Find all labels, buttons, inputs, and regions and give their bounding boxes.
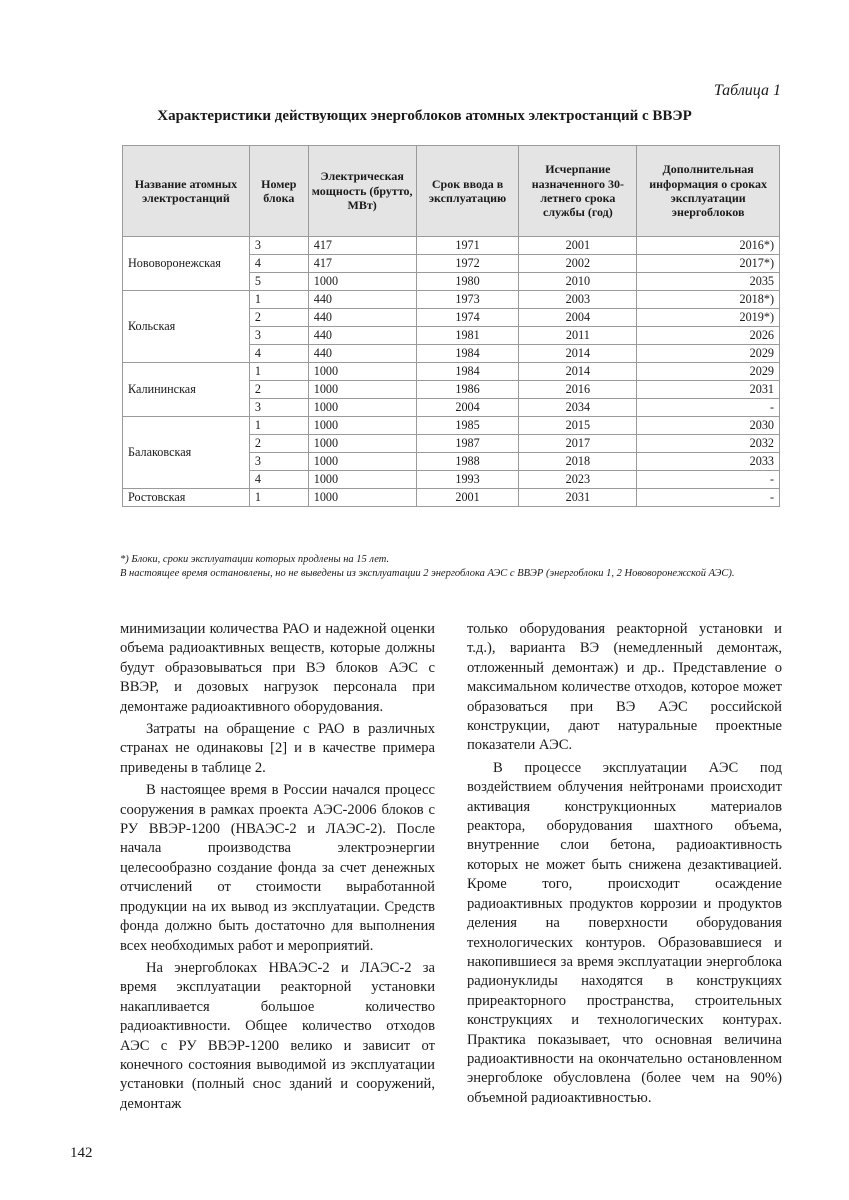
life-end-cell: 2004 [519,309,637,327]
power-cell: 1000 [308,363,416,381]
power-cell: 440 [308,345,416,363]
unit-cell: 1 [249,291,308,309]
power-cell: 1000 [308,399,416,417]
paragraph: только оборудования реакторной установки и т.д.), варианта ВЭ (немедленный демонтаж, отложенный демонтаж) и др.. Представление о максимальном количестве отходов, которое может образоваться при ВЭ АЭС российской конструкции, дают натуральные проектные показатели АЭС. [467,621,782,754]
commission-cell: 1984 [416,345,519,363]
life-end-cell: 2014 [519,345,637,363]
extra-cell: 2017*) [637,255,780,273]
header-station: Название атомных электростанций [123,146,250,237]
page-number: 142 [70,1145,93,1161]
life-end-cell: 2002 [519,255,637,273]
commission-cell: 1984 [416,363,519,381]
unit-cell: 3 [249,327,308,345]
unit-cell: 5 [249,273,308,291]
extra-cell: 2019*) [637,309,780,327]
header-service-life: Исчерпание назначенного 30-летнего срока службы (год) [519,146,637,237]
power-cell: 440 [308,291,416,309]
unit-cell: 3 [249,453,308,471]
extra-cell: - [637,471,780,489]
life-end-cell: 2011 [519,327,637,345]
extra-cell: 2026 [637,327,780,345]
unit-cell: 2 [249,309,308,327]
header-extra-info: Дополнительная информация о сроках эксплуатации энергоблоков [637,146,780,237]
commission-cell: 2004 [416,399,519,417]
header-unit-number: Номер блока [249,146,308,237]
unit-cell: 3 [249,399,308,417]
commission-cell: 1988 [416,453,519,471]
power-cell: 1000 [308,273,416,291]
extra-cell: 2032 [637,435,780,453]
life-end-cell: 2018 [519,453,637,471]
power-cell: 1000 [308,417,416,435]
station-name: Калининская [123,363,250,417]
life-end-cell: 2014 [519,363,637,381]
paragraph: В настоящее время в России начался процесс сооружения в рамках проекта АЭС-2006 блоков с РУ ВВЭР-1200 (НВАЭС-2 и ЛАЭС-2). После начала производства электроэнергии целесообразно создание фонда за счет денежных отчислений от стоимости выработанной продукции на их вывод из эксплуатации. Средств фонда должно быть достаточно для выполнения всех необходимых работ и мероприятий. [120,782,435,954]
commission-cell: 1986 [416,381,519,399]
note-stopped: В настоящее время остановлены, но не выведены из эксплуатации 2 энергоблока АЭС с ВВЭР (энергоблоки 1, 2 Нововоронежской АЭС). [120,568,735,579]
header-power: Электрическая мощность (брутто, МВт) [308,146,416,237]
commission-cell: 1972 [416,255,519,273]
table-row [123,291,780,309]
station-name: Кольская [123,291,250,363]
unit-cell: 1 [249,363,308,381]
commission-cell: 1971 [416,237,519,255]
extra-cell: 2030 [637,417,780,435]
unit-cell: 4 [249,471,308,489]
extra-cell: 2029 [637,363,780,381]
station-name: Нововоронежская [123,237,250,291]
power-cell: 1000 [308,471,416,489]
paragraph: На энергоблоках НВАЭС-2 и ЛАЭС-2 за время эксплуатации реакторной установки накапливается большое количество радиоактивности. Общее количество отходов АЭС с РУ ВВЭР-1200 велико и зависит от конечного состояния выводимой из эксплуатации установки (полный снос зданий и сооружений, демонтаж [120,959,435,1112]
table-title: Характеристики действующих энергоблоков атомных электростанций с ВВЭР [157,108,692,124]
life-end-cell: 2001 [519,237,637,255]
right-column [467,620,782,1111]
extra-cell: 2031 [637,381,780,399]
extra-cell: 2033 [637,453,780,471]
commission-cell: 1985 [416,417,519,435]
extra-cell: 2018*) [637,291,780,309]
commission-cell: 1980 [416,273,519,291]
unit-cell: 4 [249,345,308,363]
table-label: Таблица 1 [713,82,781,99]
power-cell: 1000 [308,489,416,507]
power-cell: 417 [308,255,416,273]
life-end-cell: 2017 [519,435,637,453]
commission-cell: 1987 [416,435,519,453]
power-cell: 1000 [308,381,416,399]
commission-cell: 1981 [416,327,519,345]
extra-cell: - [637,489,780,507]
power-cell: 440 [308,309,416,327]
power-cell: 1000 [308,435,416,453]
life-end-cell: 2016 [519,381,637,399]
commission-cell: 1973 [416,291,519,309]
paragraph: В процессе эксплуатации АЭС под воздействием облучения нейтронами происходит активация конструкционных материалов реактора, оборудования шахтного объема, внутренние слои бетона, радиоактивность которых не может быть снижена дезактивацией. Кроме того, происходит осаждение радиоактивных продуктов коррозии и продуктов деления на поверхности оборудования технологических контуров. Образовавшиеся и накопившиеся за время эксплуатации энергоблока радионуклиды находятся в конструкциях приреакторного пространства, строительных конструкциях и технологических контурах. Практика показывает, что основная величина радиоактивности на окончательно остановленном энергоблоке обусловлена (более чем на 90%) объемной радиоактивностью. [467,759,782,1106]
commission-cell: 1993 [416,471,519,489]
power-cell: 1000 [308,453,416,471]
life-end-cell: 2031 [519,489,637,507]
life-end-cell: 2015 [519,417,637,435]
table-row [123,363,780,381]
commission-cell: 1974 [416,309,519,327]
unit-cell: 3 [249,237,308,255]
table-header-row [123,146,780,237]
note-extended: *) Блоки, сроки эксплуатации которых продлены на 15 лет. [120,554,390,565]
commission-cell: 2001 [416,489,519,507]
table-row [123,237,780,255]
extra-cell: 2016*) [637,237,780,255]
station-name: Ростовская [123,489,250,507]
station-name: Балаковская [123,417,250,489]
table-row [123,417,780,435]
paragraph: минимизации количества РАО и надежной оценки объема радиоактивных веществ, которые должны будут образовываться при ВЭ блоков АЭС с ВВЭР, и дозовых нагрузок персонала при демонтаже радиоактивного оборудования. [120,621,435,715]
left-column [120,620,435,1117]
extra-cell: 2035 [637,273,780,291]
life-end-cell: 2023 [519,471,637,489]
header-commissioning: Срок ввода в эксплуатацию [416,146,519,237]
paragraph: Затраты на обращение с РАО в различных странах не одинаковы [2] и в качестве примера приведены в таблице 2. [120,721,435,776]
life-end-cell: 2003 [519,291,637,309]
table-row [123,489,780,507]
extra-cell: - [637,399,780,417]
power-cell: 417 [308,237,416,255]
reactor-units-table [122,145,780,507]
unit-cell: 4 [249,255,308,273]
unit-cell: 2 [249,381,308,399]
unit-cell: 1 [249,489,308,507]
unit-cell: 1 [249,417,308,435]
life-end-cell: 2010 [519,273,637,291]
unit-cell: 2 [249,435,308,453]
table-notes [120,553,810,581]
life-end-cell: 2034 [519,399,637,417]
power-cell: 440 [308,327,416,345]
extra-cell: 2029 [637,345,780,363]
